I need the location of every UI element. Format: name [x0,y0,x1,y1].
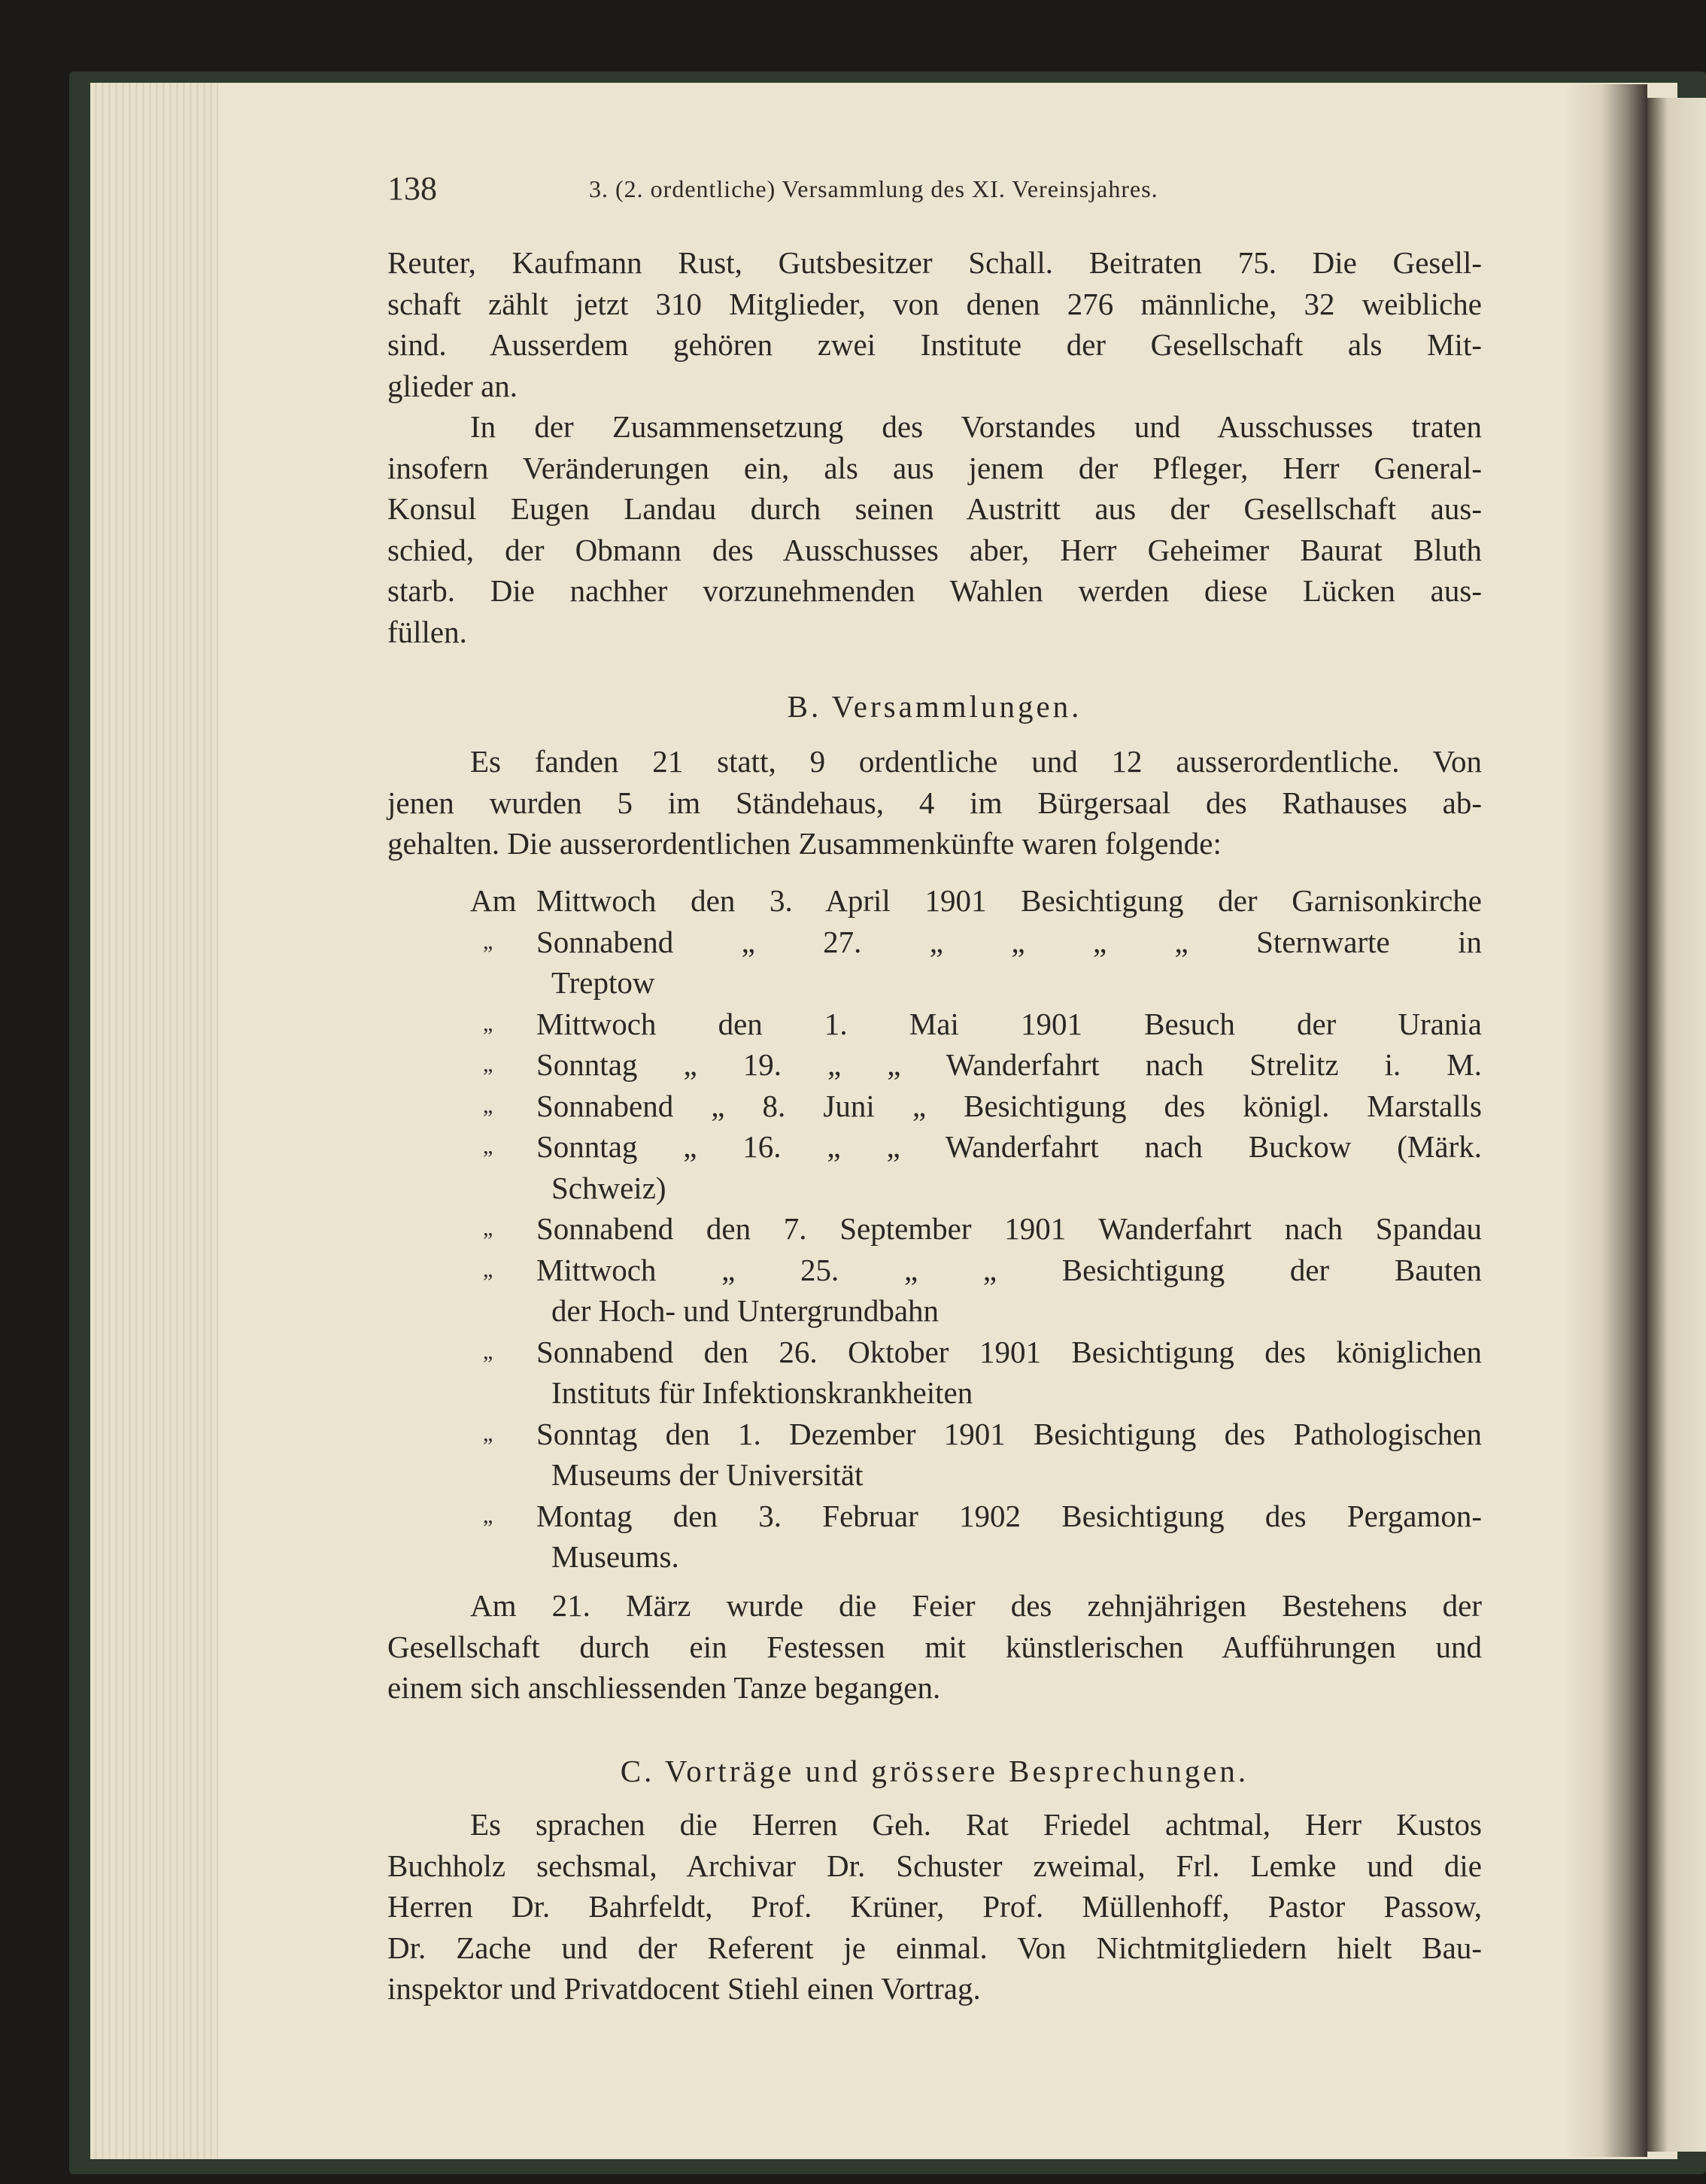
meetings-list [387,880,1482,1578]
meeting-text: Sonnabend „ 8. Juni „ Besichtigung des königl. Marstalls [536,1088,1482,1123]
text-line: schied, der Obmann des Ausschusses aber, Herr Geheimer Baurat Bluth [387,532,1482,567]
text-line: sind. Ausserdem gehören zwei Institute der Gesellschaft als Mit- [387,327,1482,362]
meeting-continuation [387,1372,1482,1414]
meeting-continuation-text: Schweiz) [551,1170,666,1205]
meeting-text: Sonnabend „ 27. „ „ „ „ Sternwarte in [536,924,1482,959]
meeting-text: Mittwoch „ 25. „ „ Besichtigung der Bauten [536,1252,1482,1287]
meeting-lead: „ [483,1216,493,1241]
meeting-continuation [387,1290,1482,1332]
meeting-lead: „ [483,928,493,954]
text-line: inspektor und Privatdocent Stiehl einen Vortrag. [387,1971,981,2006]
section-heading-b: B. Versammlungen. [787,689,1082,724]
meeting-entry [387,922,1482,963]
text-line: Am 21. März wurde die Feier des zehnjährigen Bestehens der [470,1588,1482,1623]
meetings-intro [387,741,1482,864]
lectures-paragraph [387,1804,1482,2009]
text-line: glieder an. [387,368,518,403]
meeting-entry [387,880,1482,922]
meeting-continuation-text: Treptow [551,965,655,1000]
text-line: Herren Dr. Bahrfeldt, Prof. Krüner, Prof. Müllenhoff, Pastor Passow, [387,1889,1482,1924]
meeting-entry [387,1208,1482,1250]
meeting-text: Sonnabend den 7. September 1901 Wanderfahrt nach Spandau [536,1211,1482,1246]
meeting-entry [387,1332,1482,1373]
text-line: Konsul Eugen Landau durch seinen Austritt aus der Gesellschaft aus- [387,491,1482,526]
text-line: jenen wurden 5 im Ständehaus, 4 im Bürgersaal des Rathauses ab- [387,785,1482,820]
anniversary-paragraph [387,1585,1482,1709]
meeting-continuation [387,1536,1482,1578]
meeting-continuation-text: Instituts für Infektionskrankheiten [551,1375,973,1410]
meeting-text: Sonntag den 1. Dezember 1901 Besichtigung des Pathologischen [536,1416,1482,1451]
text-line: einem sich anschliessenden Tanze begangen. [387,1670,941,1705]
text-line: starb. Die nachher vorzunehmenden Wahlen werden diese Lücken aus- [387,573,1482,608]
meeting-continuation-text: Museums. [551,1539,679,1574]
meeting-entry [387,1250,1482,1291]
meeting-entry [387,1044,1482,1086]
meeting-entry [387,1126,1482,1168]
meeting-lead: Am [470,883,517,918]
meeting-lead: „ [483,1134,493,1159]
text-line: Gesellschaft durch ein Festessen mit künstlerischen Aufführungen und [387,1629,1482,1664]
section-heading-c: C. Vorträge und grössere Besprechungen. [620,1754,1249,1788]
facing-page-edge [1647,98,1706,2152]
meeting-continuation [387,962,1482,1004]
meeting-text: Montag den 3. Februar 1902 Besichtigung des Pergamon- [536,1498,1482,1533]
text-line: Reuter, Kaufmann Rust, Gutsbesitzer Schall. Beitraten 75. Die Gesell- [387,245,1482,280]
meeting-lead: „ [483,1092,493,1118]
page-header [387,169,1486,214]
text-line: gehalten. Die ausserordentlichen Zusammenkünfte waren folgende: [387,826,1222,861]
text-line: füllen. [387,614,467,649]
meeting-continuation-text: der Hoch- und Untergrundbahn [551,1293,940,1328]
meeting-lead: „ [483,1338,493,1364]
meeting-entry [387,1086,1482,1127]
meeting-text: Mittwoch den 1. Mai 1901 Besuch der Urania [536,1006,1482,1041]
text-line: schaft zählt jetzt 310 Mitglieder, von denen 276 männliche, 32 weibliche [387,286,1482,321]
meeting-text: Mittwoch den 3. April 1901 Besichtigung der Garnisonkirche [536,883,1482,918]
book-gutter [1565,84,1647,2157]
running-title: 3. (2. ordentliche) Versammlung des XI. Vereinsjahres. [589,175,1158,202]
meeting-entry [387,1414,1482,1455]
meeting-continuation-text: Museums der Universität [551,1457,864,1492]
meeting-continuation [387,1168,1482,1209]
meeting-entry [387,1004,1482,1045]
text-line: Buchholz sechsmal, Archivar Dr. Schuster zweimal, Frl. Lemke und die [387,1848,1482,1883]
meeting-text: Sonntag „ 19. „ „ Wanderfahrt nach Strelitz i. M. [536,1047,1482,1082]
meeting-text: Sonntag „ 16. „ „ Wanderfahrt nach Buckow (Märk. [536,1129,1482,1164]
membership-paragraphs [387,242,1482,652]
text-line: Es fanden 21 statt, 9 ordentliche und 12 ausserordentliche. Von [470,744,1482,779]
text-line: In der Zusammensetzung des Vorstandes und Ausschusses traten [470,409,1482,444]
meeting-lead: „ [483,1010,493,1036]
page-number: 138 [387,170,437,207]
meeting-continuation [387,1454,1482,1496]
meeting-lead: „ [483,1502,493,1528]
text-line: Dr. Zache und der Referent je einmal. Von Nichtmitgliedern hielt Bau- [387,1930,1482,1965]
meeting-lead: „ [483,1052,493,1077]
page-stack-edges [90,83,218,2159]
text-line: Es sprachen die Herren Geh. Rat Friedel achtmal, Herr Kustos [470,1807,1482,1842]
meeting-lead: „ [483,1420,493,1446]
meeting-lead: „ [483,1256,493,1282]
text-line: insofern Veränderungen ein, als aus jenem der Pfleger, Herr General- [387,450,1482,485]
meeting-text: Sonnabend den 26. Oktober 1901 Besichtigung des königlichen [536,1334,1482,1369]
meeting-entry [387,1496,1482,1537]
